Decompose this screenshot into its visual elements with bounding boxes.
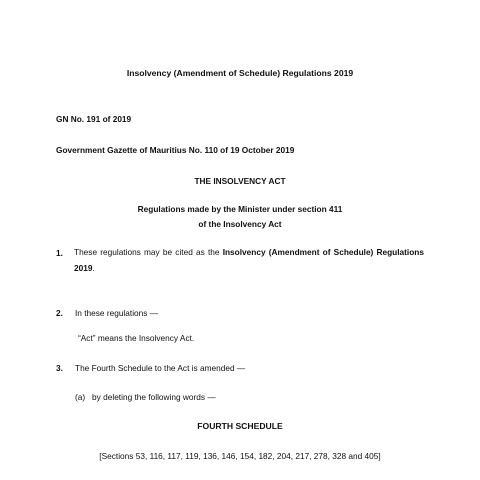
- section-3-sub-item-a: (a) by deleting the following words —: [75, 392, 216, 402]
- regulations-made-line-1: Regulations made by the Minister under section 411: [137, 204, 343, 214]
- section-1-number: 1.: [56, 248, 63, 258]
- act-heading: THE INSOLVENCY ACT: [194, 176, 286, 186]
- section-2-text: In these regulations —: [75, 308, 159, 318]
- section-1-citation-title: Insolvency (Amendment of Schedule) Regulations 2019: [74, 247, 424, 273]
- section-2-definition: “Act” means the Insolvency Act.: [78, 333, 195, 343]
- section-1-text: [74, 244, 424, 276]
- schedule-heading: FOURTH SCHEDULE: [197, 421, 283, 431]
- document-title: Insolvency (Amendment of Schedule) Regulations 2019: [126, 68, 354, 78]
- gazette-reference: Government Gazette of Mauritius No. 110 of 19 October 2019: [56, 145, 295, 155]
- gn-number: GN No. 191 of 2019: [56, 114, 132, 124]
- section-1-text-part-2: .: [92, 263, 95, 273]
- schedule-sections-reference: [Sections 53, 116, 117, 119, 136, 146, 154, 182, 204, 217, 278, 328 and 405]: [99, 451, 381, 461]
- regulations-made-line-2: of the Insolvency Act: [198, 219, 282, 229]
- section-2-number: 2.: [56, 308, 63, 318]
- section-1-text-part-1: These regulations may be cited as the: [74, 247, 223, 257]
- section-3-text: The Fourth Schedule to the Act is amended —: [75, 363, 246, 373]
- section-3-number: 3.: [56, 363, 63, 373]
